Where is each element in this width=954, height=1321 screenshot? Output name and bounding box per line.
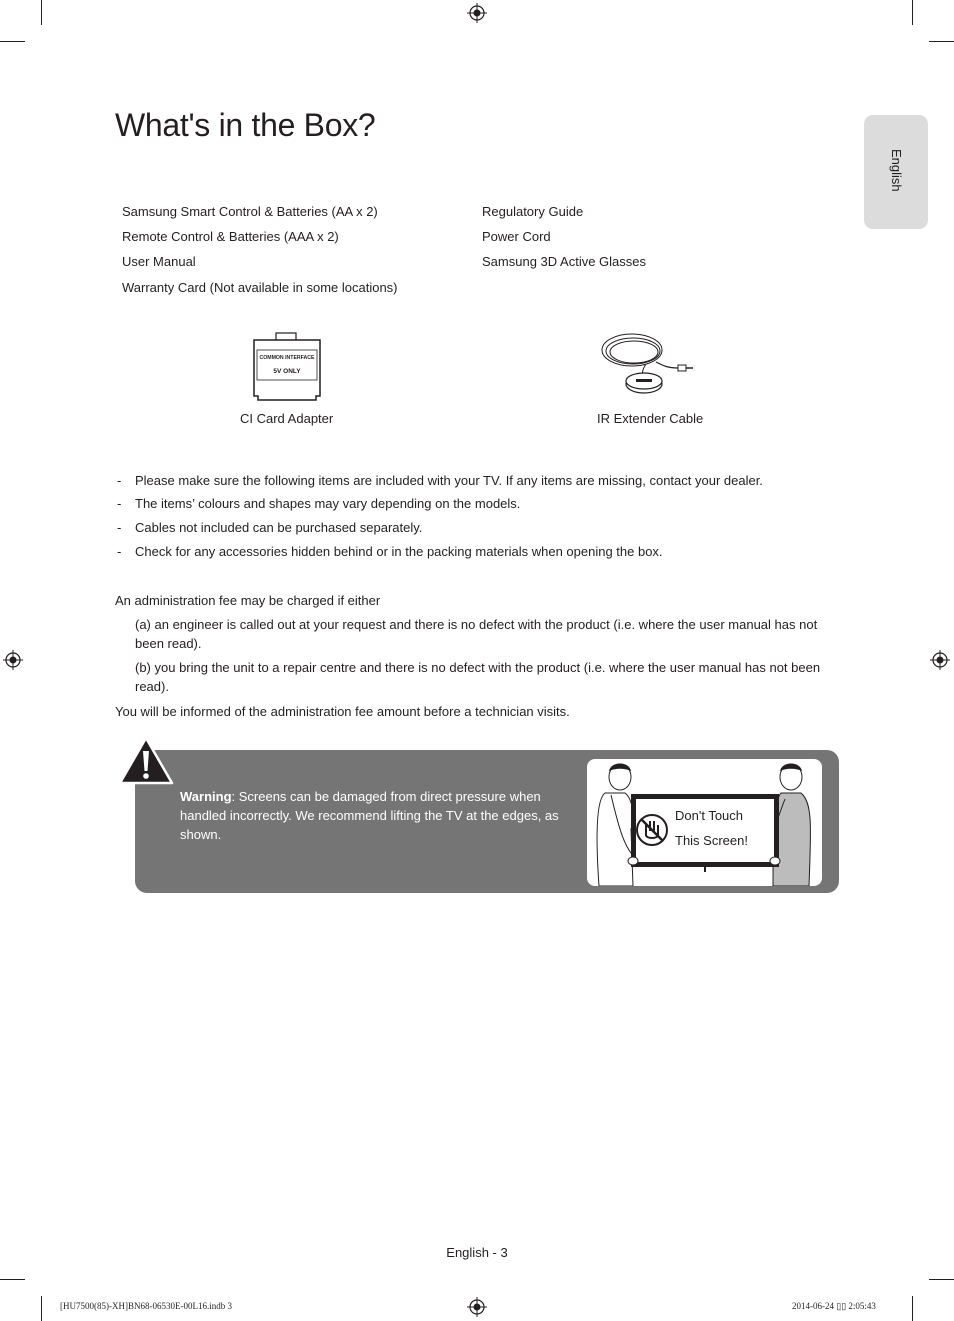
crop-mark (929, 1279, 954, 1280)
admin-fee-case-a: (a) an engineer is called out at your request and there is no defect with the product (i.e. where the user manual has not been read). (135, 617, 818, 651)
page-number: English - 3 (446, 1245, 508, 1260)
slug-file: [HU7500(85)-XH]BN68-06530E-00L16.indb 3 (60, 1301, 232, 1311)
admin-fee-case-b: (b) you bring the unit to a repair centre and there is no defect with the product (i.e. where the user manual has not been read). (135, 660, 821, 694)
list-item: Power Cord (482, 229, 551, 244)
registration-mark-icon (930, 650, 950, 670)
warning-body: : Screens can be damaged from direct pressure when handled incorrectly. We recommend lifting the TV at the edges, as shown. (180, 789, 559, 842)
crop-mark (929, 41, 954, 42)
admin-fee-closing: You will be informed of the administration fee amount before a technician visits. (115, 704, 570, 719)
registration-mark-icon (3, 650, 23, 670)
bullet-dash: - (117, 520, 122, 535)
list-item: Samsung Smart Control & Batteries (AA x 2) (122, 204, 378, 219)
note-text: Cables not included can be purchased separately. (135, 520, 423, 535)
illus-text-line1: Don't Touch (675, 808, 744, 823)
admin-fee-intro: An administration fee may be charged if either (115, 593, 381, 608)
ci-card-adapter-icon (249, 330, 325, 402)
crop-mark (912, 1296, 913, 1321)
slug-date: 2014-06-24 ▯▯ 2:05:43 (792, 1301, 876, 1311)
crop-mark (41, 0, 42, 25)
warning-text (180, 787, 575, 844)
warning-label: Warning (180, 789, 232, 804)
note-text: Check for any accessories hidden behind or in the packing materials when opening the box. (135, 544, 663, 559)
crop-mark (41, 1296, 42, 1321)
ci-card-label-line1: COMMON INTERFACE (259, 355, 315, 361)
bullet-dash: - (117, 544, 122, 559)
note-text: The items’ colours and shapes may vary depending on the models. (135, 496, 521, 511)
lift-tv-illustration (587, 759, 822, 886)
people-lifting-tv-icon (587, 759, 822, 886)
list-item: User Manual (122, 254, 196, 269)
crop-mark (912, 0, 913, 25)
registration-mark-icon (467, 3, 487, 23)
page-title: What's in the Box? (115, 107, 376, 143)
bullet-dash: - (117, 496, 122, 511)
ci-card-caption: CI Card Adapter (240, 411, 334, 426)
ir-cable-caption: IR Extender Cable (597, 411, 704, 426)
bullet-dash: - (117, 473, 122, 488)
list-item: Remote Control & Batteries (AAA x 2) (122, 229, 339, 244)
note-text: Please make sure the following items are included with your TV. If any items are missing, contact your dealer. (135, 473, 763, 488)
crop-mark (0, 1279, 25, 1280)
registration-mark-icon (467, 1297, 487, 1317)
warning-triangle-icon (117, 735, 175, 787)
illus-text-line2: This Screen! (675, 833, 748, 848)
language-tab (864, 115, 928, 229)
list-item: Regulatory Guide (482, 204, 584, 219)
ci-card-label-line2: 5V ONLY (273, 368, 301, 375)
crop-mark (0, 41, 25, 42)
list-item: Samsung 3D Active Glasses (482, 254, 647, 269)
ir-extender-cable-icon (598, 328, 698, 400)
list-item: Warranty Card (Not available in some locations) (122, 280, 398, 295)
language-tab-label: English (889, 149, 904, 192)
